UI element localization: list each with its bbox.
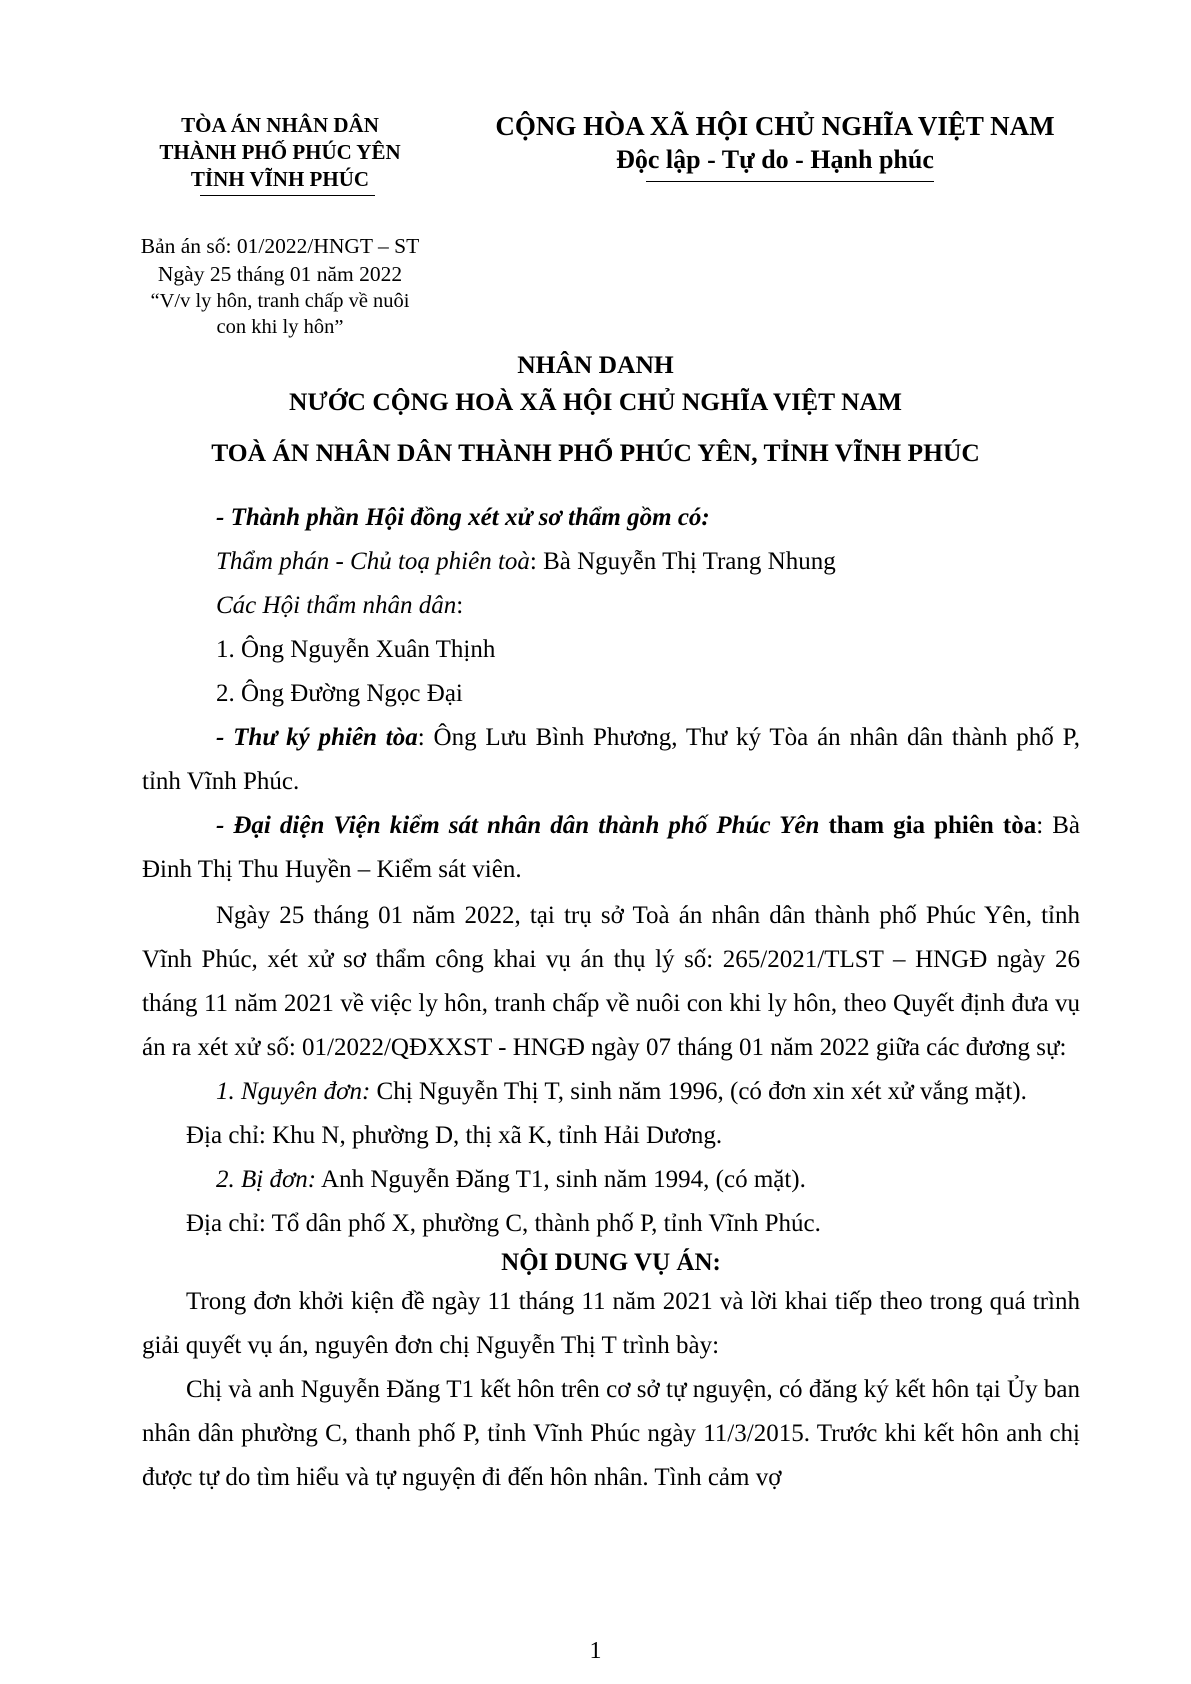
plaintiff-address: Địa chỉ: Khu N, phường D, thị xã K, tỉnh Hải Dương. bbox=[186, 1122, 723, 1149]
case-info bbox=[130, 232, 430, 340]
national-header bbox=[455, 110, 1095, 176]
case-subject-2: con khi ly hôn” bbox=[216, 316, 344, 338]
judge-line bbox=[142, 540, 1080, 584]
court-line-3: TỈNH VĨNH PHÚC bbox=[190, 167, 370, 191]
motto: Độc lập - Tự do - Hạnh phúc bbox=[616, 145, 934, 174]
case-subject-1: “V/v ly hôn, tranh chấp về nuôi bbox=[150, 290, 410, 312]
assessors-colon: : bbox=[456, 592, 464, 619]
judge-label: Thẩm phán - Chủ toạ phiên toà bbox=[216, 548, 530, 575]
case-number: Bản án số: 01/2022/HNGT – ST bbox=[140, 234, 420, 258]
panel-heading: - Thành phần Hội đồng xét xử sơ thẩm gồm có: bbox=[216, 504, 710, 531]
title-in-the-name: NHÂN DANH bbox=[517, 350, 674, 379]
title-court: TOÀ ÁN NHÂN DÂN THÀNH PHỐ PHÚC YÊN, TỈNH VĨNH PHÚC bbox=[211, 438, 980, 467]
document-body bbox=[142, 496, 1080, 1500]
plaintiff-label: 1. Nguyên đơn: bbox=[216, 1078, 371, 1105]
procuracy-text: : Bà Đinh Thị Thu Huyền – Kiểm sát viên. bbox=[142, 812, 1080, 883]
title-republic: NƯỚC CỘNG HOÀ XÃ HỘI CHỦ NGHĨA VIỆT NAM bbox=[289, 387, 902, 416]
defendant-address: Địa chỉ: Tổ dân phố X, phường C, thành phố P, tỉnh Vĩnh Phúc. bbox=[186, 1210, 821, 1237]
court-line-1: TÒA ÁN NHÂN DÂN bbox=[181, 113, 379, 137]
court-underline bbox=[200, 195, 375, 196]
defendant-paragraph bbox=[142, 1158, 1080, 1202]
content-paragraph-2: Chị và anh Nguyễn Đăng T1 kết hôn trên cơ sở tự nguyện, có đăng ký kết hôn tại Ủy ban nhân dân phường C, thanh phố P, tỉnh Vĩnh Phúc ngày 11/3/2015. Trước khi kết hôn anh chị được tự do tìm hiểu và tự nguyện đi đến hôn nhân. Tình cảm vợ bbox=[142, 1376, 1080, 1491]
assessor-2: 2. Ông Đường Ngọc Đại bbox=[216, 680, 463, 707]
defendant-text: Anh Nguyễn Đăng T1, sinh năm 1994, (có mặt). bbox=[316, 1166, 806, 1193]
motto-underline bbox=[646, 181, 934, 182]
content-heading: NỘI DUNG VỤ ÁN: bbox=[501, 1249, 721, 1276]
procuracy-bold: tham gia phiên tòa bbox=[819, 812, 1037, 839]
assessors-line bbox=[142, 584, 1080, 628]
court-name bbox=[130, 112, 430, 193]
plaintiff-paragraph bbox=[142, 1070, 1080, 1114]
page-number: 1 bbox=[589, 1638, 602, 1664]
assessor-1: 1. Ông Nguyễn Xuân Thịnh bbox=[216, 636, 496, 663]
content-paragraph-1: Trong đơn khởi kiện đề ngày 11 tháng 11 năm 2021 và lời khai tiếp theo trong quá trình giải quyết vụ án, nguyên đơn chị Nguyễn Thị T trình bày: bbox=[142, 1288, 1080, 1359]
procuracy-paragraph bbox=[142, 804, 1080, 892]
assessors-label: Các Hội thẩm nhân dân bbox=[216, 592, 457, 619]
clerk-label: - Thư ký phiên tòa bbox=[216, 724, 418, 751]
republic-title: CỘNG HÒA XÃ HỘI CHỦ NGHĨA VIỆT NAM bbox=[495, 111, 1055, 141]
procuracy-label: - Đại diện Viện kiểm sát nhân dân thành phố Phúc Yên bbox=[216, 812, 820, 839]
trial-paragraph: Ngày 25 tháng 01 năm 2022, tại trụ sở Toà án nhân dân thành phố Phúc Yên, tỉnh Vĩnh Phúc, xét xử sơ thẩm công khai vụ án thụ lý số: 265/2021/TLST – HNGĐ ngày 26 tháng 11 năm 2021 về việc ly hôn, tranh chấp về nuôi con khi ly hôn, theo Quyết định đưa vụ án ra xét xử số: 01/2022/QĐXXST - HNGĐ ngày 07 tháng 01 năm 2022 giữa các đương sự: bbox=[142, 902, 1080, 1061]
clerk-text: : Ông Lưu Bình Phương, Thư ký Tòa án nhân dân thành phố P, tỉnh Vĩnh Phúc. bbox=[142, 724, 1080, 795]
defendant-label: 2. Bị đơn: bbox=[216, 1166, 317, 1193]
court-line-2: THÀNH PHỐ PHÚC YÊN bbox=[159, 140, 401, 164]
case-date: Ngày 25 tháng 01 năm 2022 bbox=[157, 262, 403, 286]
plaintiff-text: Chị Nguyễn Thị T, sinh năm 1996, (có đơn xin xét xử vắng mặt). bbox=[370, 1078, 1027, 1105]
clerk-paragraph bbox=[142, 716, 1080, 804]
judge-name: : Bà Nguyễn Thị Trang Nhung bbox=[529, 548, 836, 575]
